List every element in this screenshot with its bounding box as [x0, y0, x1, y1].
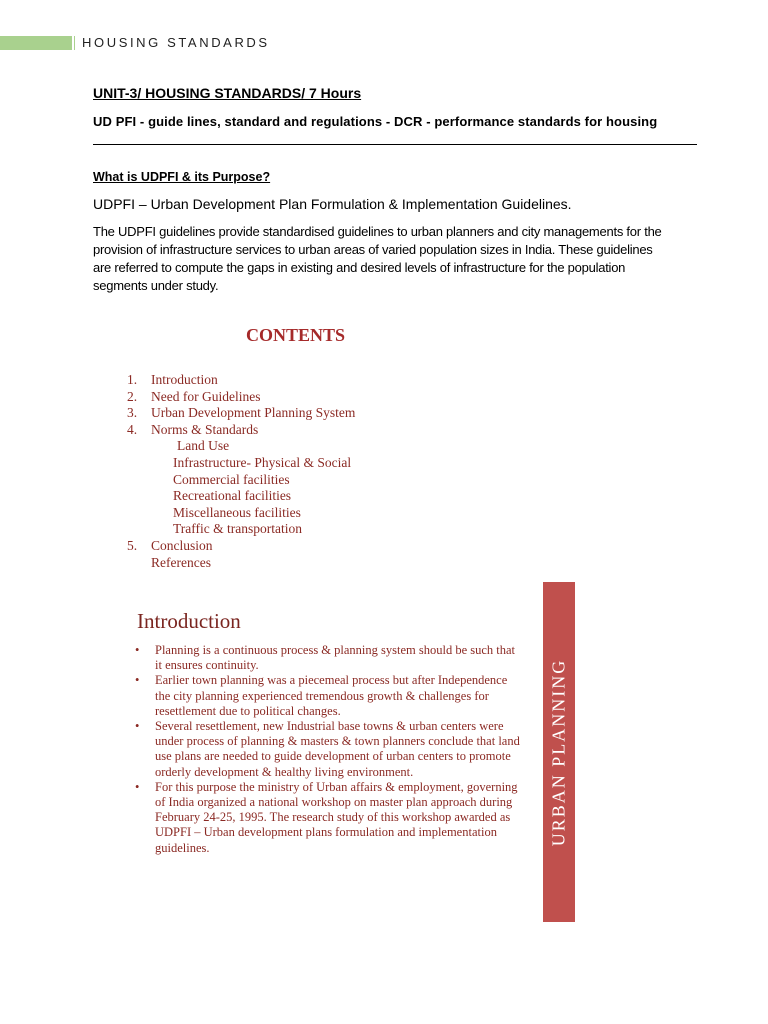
- contents-item-label: References: [151, 554, 211, 570]
- header-title: HOUSING STANDARDS: [82, 35, 270, 50]
- header-separator: [72, 36, 74, 50]
- introduction-bullet-text: For this purpose the ministry of Urban affairs & employment, governing of India organized a national workshop on master plan approach during February 24-25, 1995. The research study of this workshop awarded as UDPFI – Urban development plans formulation and implementation guidelines.: [155, 779, 518, 855]
- contents-item-label: Commercial facilities: [173, 471, 290, 487]
- contents-item-label: Need for Guidelines: [151, 388, 261, 404]
- contents-item-number: 2.: [127, 388, 138, 404]
- contents-item: [127, 505, 355, 522]
- contents-title: CONTENTS: [246, 325, 346, 345]
- contents-item-label: Traffic & transportation: [173, 521, 302, 537]
- bullet-icon: •: [135, 673, 140, 688]
- contents-item: [127, 455, 355, 472]
- contents-item: [127, 405, 355, 422]
- contents-item-label: Land Use: [177, 438, 230, 454]
- bullet-icon: •: [135, 779, 140, 794]
- contents-item-label: Miscellaneous facilities: [173, 504, 301, 520]
- contents-item: [127, 472, 355, 489]
- contents-item-label: Introduction: [151, 372, 218, 387]
- bullet-icon: •: [135, 719, 140, 734]
- contents-item: [127, 488, 355, 505]
- contents-item: [127, 389, 355, 406]
- side-panel-label: URBAN PLANNING: [548, 658, 569, 846]
- page-header: [82, 35, 270, 50]
- question-heading: What is UDPFI & its Purpose?: [93, 170, 271, 184]
- contents-item-number: 1.: [127, 372, 138, 387]
- unit-title: UNIT-3/ HOUSING STANDARDS/ 7 Hours: [93, 85, 362, 101]
- udpfi-definition: UDPFI – Urban Development Plan Formulation & Implementation Guidelines.: [93, 196, 572, 212]
- introduction-bullet-text: Planning is a continuous process & planning system should be such that it ensures continuity.: [155, 643, 516, 673]
- contents-item-number: 5.: [127, 537, 138, 553]
- contents-item-label: Conclusion: [151, 537, 213, 553]
- bullet-icon: •: [135, 643, 140, 657]
- introduction-bullet-text: Earlier town planning was a piecemeal process but after Independence the city planning experienced tremendous growth & challenges for resettlement due to political changes.: [155, 673, 508, 718]
- introduction-title: Introduction: [137, 609, 241, 633]
- contents-item: [127, 521, 355, 538]
- contents-item-label: Infrastructure- Physical & Social: [173, 454, 352, 470]
- introduction-bullet: [135, 673, 520, 719]
- introduction-bullet: [135, 719, 520, 780]
- header-accent-bar: [0, 36, 75, 50]
- contents-item: [127, 438, 355, 455]
- introduction-bullet-text: Several resettlement, new Industrial base towns & urban centers were under process of planning & masters & town planners conclude that land use plans are needed to guide development of urban centers to promote orderly development & healthy living environment.: [155, 719, 520, 779]
- urban-planning-side-panel: [543, 582, 575, 922]
- contents-item-label: Recreational facilities: [173, 488, 292, 504]
- contents-item: [127, 422, 355, 439]
- introduction-bullets: [135, 643, 520, 856]
- contents-list: [127, 372, 355, 571]
- contents-item-label: Norms & Standards: [151, 421, 259, 437]
- horizontal-rule: [93, 144, 697, 145]
- contents-item-number: 3.: [127, 405, 138, 421]
- introduction-bullet: [135, 780, 520, 856]
- contents-item: [127, 538, 355, 555]
- contents-item-number: 4.: [127, 421, 138, 437]
- contents-item-label: Urban Development Planning System: [151, 405, 356, 421]
- unit-subtitle: UD PFI - guide lines, standard and regulations - DCR - performance standards for housing: [93, 114, 658, 129]
- introduction-bullet: [135, 643, 520, 673]
- contents-item: [127, 372, 355, 389]
- udpfi-paragraph: The UDPFI guidelines provide standardised guidelines to urban planners and city managements for the provision of infrastructure services to urban areas of varied population sizes in India. These guidelines are referred to compute the gaps in existing and desired levels of infrastructure for the population segments under study.: [93, 224, 662, 293]
- contents-item: [127, 555, 355, 572]
